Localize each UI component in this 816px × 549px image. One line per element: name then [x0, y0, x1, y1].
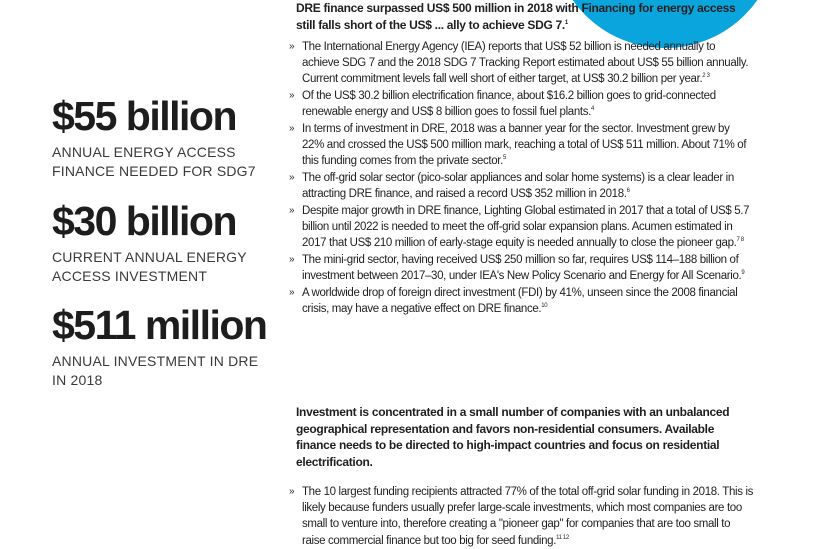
stat-dre-investment — [52, 302, 276, 390]
stat-value: $30 billion — [52, 198, 236, 244]
list-item: » In terms of investment in DRE, 2018 was a banner year for the sector. Investment grew by 22% and crossed the US$ 500 million mark, reaching a total of US$ 511 million. About 71% of this funding comes from the private sector.$^5$ — [289, 123, 747, 168]
list-item: » The 10 largest funding recipients attracted 77% of the total off-grid solar funding in 2018. This is likely because funders usually prefer large-scale investments, which most companies are too small to venture into, therefore creating a "pioneer gap" for companies that are too small to raise commercial finance but too big for seed funding.$^{11 12}$ — [289, 486, 754, 547]
section-investment-concentration — [289, 404, 754, 549]
stat-caption: ANNUAL INVESTMENT IN DRE IN 2018 — [52, 353, 259, 388]
section-lead: DRE finance surpassed US$ 500 million in 2018 with Financing for energy access still falls short of the US$ ... ally to achieve SDG 7.$^1$ — [296, 1, 736, 32]
list-item: » The International Energy Agency (IEA) reports that US$ 52 billion is needed annually to achieve SDG 7 and the 2018 SDG 7 Tracking Report estimated about US$ 55 billion annually. Current commitment levels fall well short of either target, at US$ 30.2 billion per year.$^{2 3}$ — [289, 41, 749, 86]
list-item: » Despite major growth in DRE finance, Lighting Global estimated in 2017 that a total of US$ 5.7 billion until 2022 is needed to meet the off-grid solar expansion plans. Acumen estimated in 2017 that US$ 210 million of early-stage equity is needed annually to close the pioneer gap.$^{7 8}$ — [289, 205, 750, 250]
stat-energy-access-needed — [52, 93, 262, 181]
stat-caption: CURRENT ANNUAL ENERGY ACCESS INVESTMENT — [52, 249, 247, 284]
list-item: » A worldwide drop of foreign direct investment (FDI) by 41%, unseen since the 2008 financial crisis, may have a negative effect on DRE finance.$^{10}$ — [289, 287, 738, 316]
stat-caption: ANNUAL ENERGY ACCESS FINANCE NEEDED FOR SDG7 — [52, 144, 256, 179]
stat-value: $55 billion — [52, 93, 236, 139]
list-item: » Of the US$ 30.2 billion electrification finance, about $16.2 billion goes to grid-connected renewable energy and US$ 8 billion goes to fossil fuel plants.$^4$ — [289, 90, 716, 119]
list-item: » The off-grid solar sector (pico-solar appliances and solar home systems) is a clear leader in attracting DRE finance, and raised a record US$ 352 million in 2018.$^6$ — [289, 172, 734, 201]
stat-value: $511 million — [52, 302, 267, 348]
list-item: » The mini-grid sector, having received US$ 250 million so far, requires US$ 114–188 billion of investment between 2017–30, under IEA's New Policy Scenario and Energy for All Scenario.$^9$ — [289, 254, 745, 283]
section-dre-finance — [289, 0, 754, 318]
bullet-list — [289, 484, 754, 549]
stat-current-investment — [52, 198, 252, 286]
bullet-list — [289, 39, 754, 317]
section-lead: Investment is concentrated in a small number of companies with an unbalanced geographical representation and favors non-residential consumers. Available finance needs to be directed to high-impact countries and focus on residential electrification. — [296, 405, 730, 469]
